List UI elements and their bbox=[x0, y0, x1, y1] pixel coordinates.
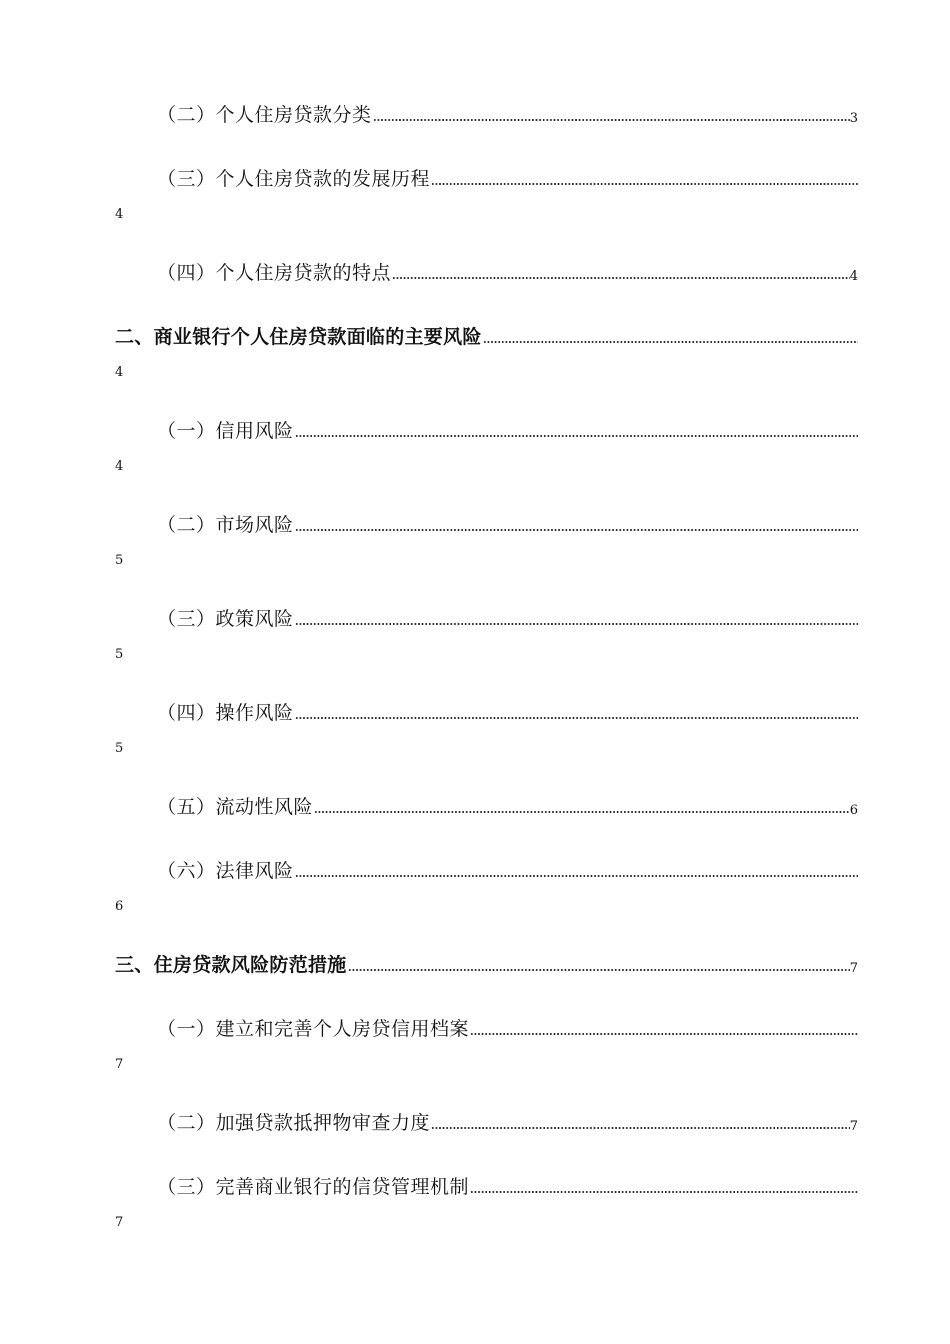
toc-entry-page-number: 5 bbox=[115, 741, 124, 756]
toc-entry-title: （六）法律风险 bbox=[157, 860, 294, 882]
dot-leader bbox=[294, 856, 858, 886]
toc-entry-line bbox=[157, 604, 858, 634]
toc-entry-line bbox=[157, 792, 858, 822]
toc-entry-title: （一）建立和完善个人房贷信用档案 bbox=[157, 1018, 470, 1040]
toc-entry-page-number: 6 bbox=[849, 803, 858, 818]
toc-entry-line bbox=[157, 1172, 858, 1202]
toc-entry-page-number: 5 bbox=[115, 647, 124, 662]
toc-entry-title: 三、住房贷款风险防范措施 bbox=[115, 954, 347, 976]
toc-entry-title: 二、商业银行个人住房贷款面临的主要风险 bbox=[115, 326, 482, 348]
toc-entry[interactable] bbox=[0, 258, 950, 318]
toc-entry-page-number: 4 bbox=[115, 207, 124, 222]
toc-entry-line bbox=[115, 322, 858, 352]
dot-leader bbox=[391, 258, 850, 288]
toc-entry[interactable] bbox=[0, 950, 950, 1010]
toc-entry-title: （三）政策风险 bbox=[157, 608, 294, 630]
toc-entry-page-number: 7 bbox=[849, 1119, 858, 1134]
toc-entry-page-number: 7 bbox=[849, 961, 858, 976]
toc-entry[interactable] bbox=[0, 698, 950, 758]
toc-entry-line bbox=[157, 1014, 858, 1044]
toc-entry-page-number: 4 bbox=[849, 269, 858, 284]
toc-entry-line bbox=[115, 950, 858, 980]
toc-entry-line bbox=[157, 856, 858, 886]
toc-entry[interactable] bbox=[0, 322, 950, 382]
dot-leader bbox=[430, 1108, 850, 1138]
toc-entry-title: （四）个人住房贷款的特点 bbox=[157, 262, 392, 284]
toc-entry-page-number: 7 bbox=[115, 1215, 124, 1230]
toc-entry-title: （二）加强贷款抵押物审查力度 bbox=[157, 1112, 431, 1134]
toc-entry[interactable] bbox=[0, 416, 950, 476]
toc-entry-title: （三）个人住房贷款的发展历程 bbox=[157, 168, 431, 190]
toc-entry-page-number: 5 bbox=[115, 553, 124, 568]
toc-entry[interactable] bbox=[0, 100, 950, 160]
toc-entry[interactable] bbox=[0, 510, 950, 570]
dot-leader bbox=[482, 322, 858, 352]
dot-leader bbox=[372, 100, 850, 130]
toc-entry-page-number: 3 bbox=[849, 111, 858, 126]
toc-entry-page-number: 6 bbox=[115, 899, 124, 914]
toc-entry-line bbox=[157, 100, 858, 130]
dot-leader bbox=[469, 1172, 858, 1202]
toc-entry-line bbox=[157, 1108, 858, 1138]
toc-entry[interactable] bbox=[0, 1014, 950, 1074]
toc-entry-line bbox=[157, 258, 858, 288]
dot-leader bbox=[430, 164, 858, 194]
toc-entry-title: （三）完善商业银行的信贷管理机制 bbox=[157, 1176, 470, 1198]
toc-entry-line bbox=[157, 416, 858, 446]
toc-entry[interactable] bbox=[0, 1108, 950, 1168]
toc-entry-page-number: 4 bbox=[115, 365, 124, 380]
toc-entry-line bbox=[157, 164, 858, 194]
dot-leader bbox=[294, 698, 858, 728]
toc-entry-line bbox=[157, 510, 858, 540]
dot-leader bbox=[469, 1014, 858, 1044]
toc-entry-page-number: 7 bbox=[115, 1057, 124, 1072]
toc-entry[interactable] bbox=[0, 604, 950, 664]
dot-leader bbox=[347, 950, 850, 980]
toc-entry[interactable] bbox=[0, 856, 950, 916]
dot-leader bbox=[294, 510, 858, 540]
toc-entry-title: （二）个人住房贷款分类 bbox=[157, 104, 372, 126]
toc-entry-line bbox=[157, 698, 858, 728]
dot-leader bbox=[313, 792, 850, 822]
toc-entry-page-number: 4 bbox=[115, 459, 124, 474]
toc-entry-title: （四）操作风险 bbox=[157, 702, 294, 724]
dot-leader bbox=[294, 604, 858, 634]
toc-entry[interactable] bbox=[0, 1172, 950, 1232]
toc-entry-title: （二）市场风险 bbox=[157, 514, 294, 536]
toc-entry-title: （五）流动性风险 bbox=[157, 796, 314, 818]
toc-entry-title: （一）信用风险 bbox=[157, 420, 294, 442]
toc-entry[interactable] bbox=[0, 164, 950, 224]
toc-entry[interactable] bbox=[0, 792, 950, 852]
dot-leader bbox=[294, 416, 858, 446]
